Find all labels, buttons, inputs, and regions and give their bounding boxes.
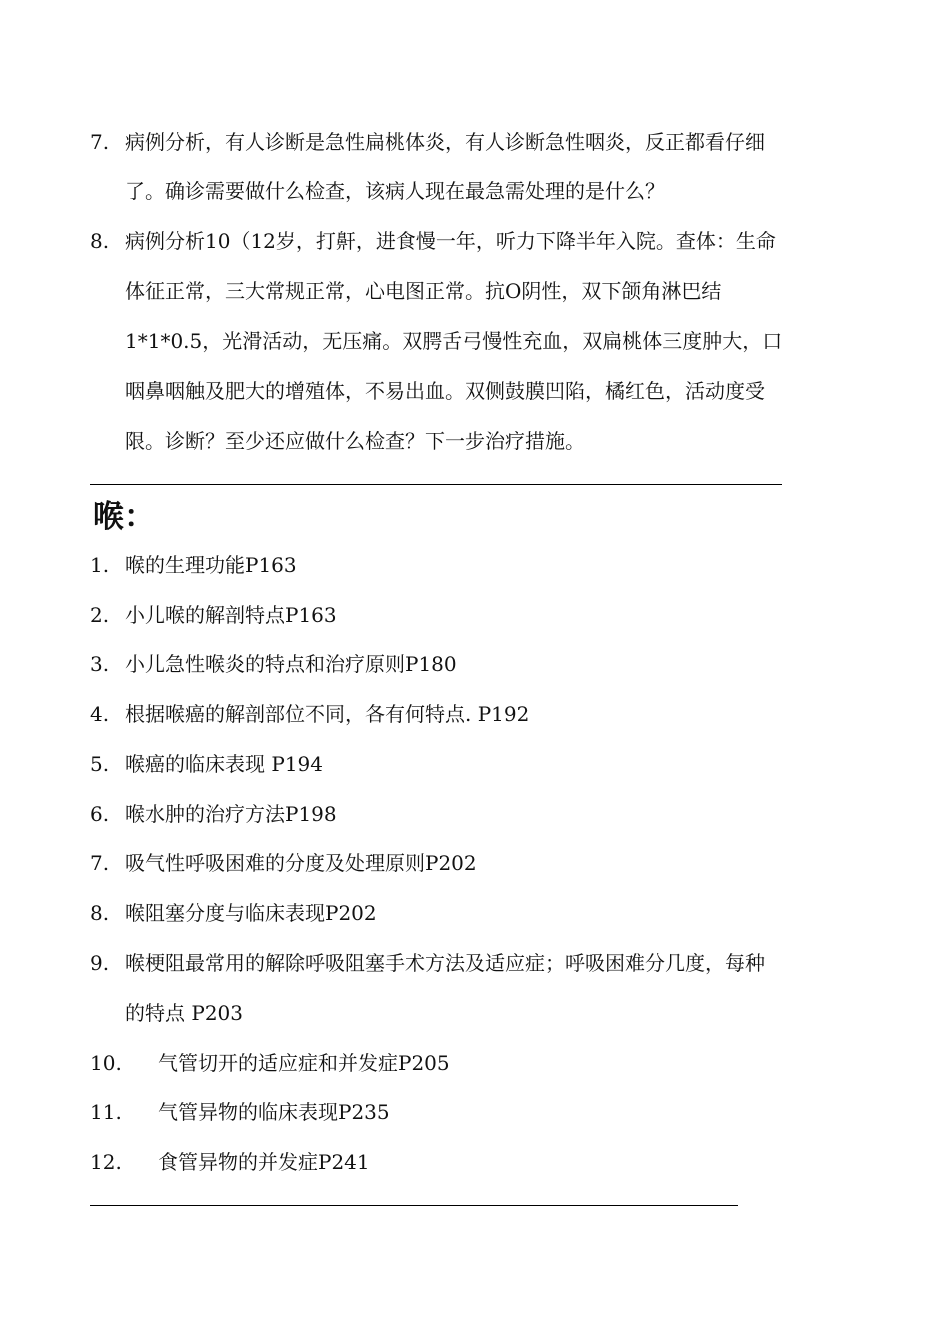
item-text: 喉阻塞分度与临床表现P202 — [125, 901, 377, 925]
section-divider — [90, 484, 782, 485]
item-text: 食管异物的并发症P241 — [158, 1150, 370, 1174]
item-number: 7. — [90, 130, 110, 154]
larynx-item-3 — [90, 639, 457, 689]
larynx-item-10 — [90, 1038, 450, 1088]
larynx-item-2 — [90, 590, 337, 640]
larynx-item-4 — [90, 689, 529, 739]
larynx-item-5 — [90, 739, 323, 789]
item-text: 喉癌的临床表现 P194 — [125, 752, 323, 776]
item-number: 11. — [90, 1100, 122, 1124]
item-number: 2. — [90, 603, 110, 627]
larynx-item-9-continuation: 的特点 P203 — [125, 1001, 243, 1025]
item-number: 5. — [90, 752, 110, 776]
larynx-item-7 — [90, 838, 477, 888]
larynx-item-12 — [90, 1137, 370, 1187]
item-number: 10. — [90, 1051, 122, 1075]
item-text: 病例分析10（12岁，打鼾，进食慢一年，听力下降半年入院。查体：生命 — [125, 229, 776, 253]
section-divider — [90, 1205, 738, 1206]
item-number: 3. — [90, 652, 110, 676]
item-text: 喉水肿的治疗方法P198 — [125, 802, 337, 826]
item-number: 9. — [90, 951, 110, 975]
larynx-item-11 — [90, 1087, 390, 1137]
question-8-line-2: 体征正常，三大常规正常，心电图正常。抗O阴性，双下颌角淋巴结 — [125, 279, 722, 303]
question-8 — [90, 216, 776, 266]
question-7 — [90, 117, 765, 167]
question-7-continuation: 了。确诊需要做什么检查，该病人现在最急需处理的是什么？ — [125, 179, 665, 203]
question-8-line-3: 1*1*0.5，光滑活动，无压痛。双腭舌弓慢性充血，双扁桃体三度肿大，口 — [125, 329, 783, 353]
item-number: 1. — [90, 553, 110, 577]
question-8-line-5: 限。诊断？至少还应做什么检查？下一步治疗措施。 — [125, 429, 585, 453]
larynx-item-8 — [90, 888, 377, 938]
item-number: 6. — [90, 802, 110, 826]
item-text: 病例分析，有人诊断是急性扁桃体炎，有人诊断急性咽炎，反正都看仔细 — [125, 130, 765, 154]
question-8-line-4: 咽鼻咽触及肥大的增殖体，不易出血。双侧鼓膜凹陷，橘红色，活动度受 — [125, 379, 765, 403]
item-text: 吸气性呼吸困难的分度及处理原则P202 — [125, 851, 477, 875]
item-number: 8. — [90, 229, 110, 253]
item-number: 12. — [90, 1150, 122, 1174]
item-text: 气管切开的适应症和并发症P205 — [158, 1051, 450, 1075]
item-number: 8. — [90, 901, 110, 925]
larynx-item-6 — [90, 789, 337, 839]
item-text: 小儿喉的解剖特点P163 — [125, 603, 337, 627]
section-heading-larynx: 喉： — [93, 499, 155, 535]
larynx-item-1 — [90, 540, 297, 590]
item-text: 根据喉癌的解剖部位不同，各有何特点. P192 — [125, 702, 530, 726]
item-number: 7. — [90, 851, 110, 875]
larynx-item-9 — [90, 938, 765, 988]
item-text: 喉梗阻最常用的解除呼吸阻塞手术方法及适应症；呼吸困难分几度，每种 — [125, 951, 765, 975]
item-text: 小儿急性喉炎的特点和治疗原则P180 — [125, 652, 457, 676]
item-text: 气管异物的临床表现P235 — [158, 1100, 390, 1124]
item-text: 喉的生理功能P163 — [125, 553, 297, 577]
item-number: 4. — [90, 702, 110, 726]
